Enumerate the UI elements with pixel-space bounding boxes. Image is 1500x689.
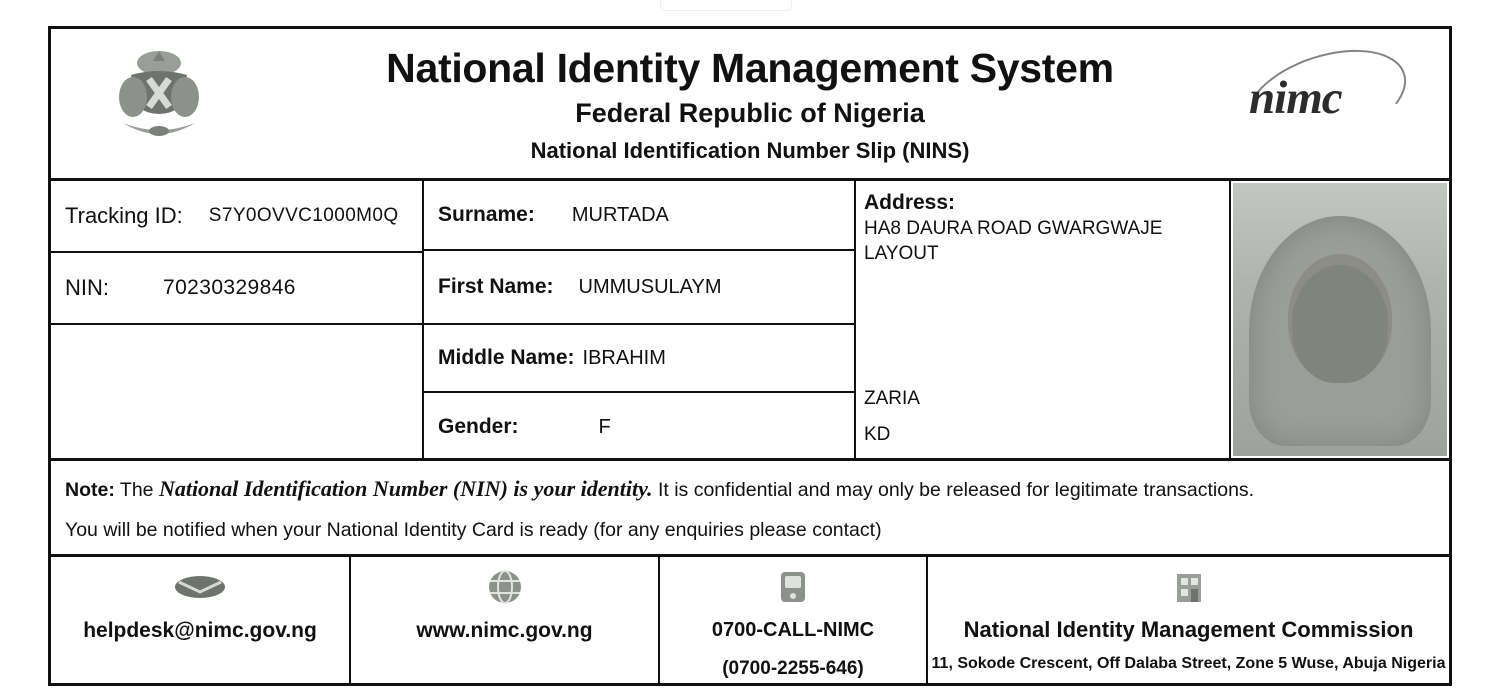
footer-phone-numeric: (0700-2255-646)	[722, 658, 864, 679]
identifier-column	[51, 181, 424, 458]
footer-email-cell[interactable]	[51, 557, 351, 683]
middle-name-row	[424, 325, 854, 393]
nin-row	[51, 253, 422, 325]
address-label: Address:	[864, 191, 956, 214]
photo-cell	[1231, 181, 1449, 458]
nin-label: NIN:	[65, 275, 109, 300]
slip-header	[51, 29, 1449, 181]
surname-label: Surname:	[438, 203, 535, 226]
address-column	[856, 181, 1231, 458]
contact-footer	[51, 557, 1449, 683]
middle-name-label: Middle Name:	[438, 346, 575, 369]
avatar	[1233, 183, 1447, 456]
slip-type-title: National Identification Number Slip (NINS)	[530, 138, 970, 164]
note-line-2: You will be notified when your National Identity Card is ready (for any enquiries please contact)	[65, 518, 882, 541]
first-name-label: First Name:	[438, 275, 554, 298]
note-text-before: The	[119, 479, 154, 501]
address-city: ZARIA	[864, 388, 920, 409]
address-state: KD	[864, 424, 891, 445]
note-section	[51, 461, 1449, 557]
coat-of-arms-icon	[109, 45, 209, 149]
footer-phone-cell[interactable]	[660, 557, 928, 683]
address-line-1: HA8 DAURA ROAD GWARGWAJE LAYOUT	[864, 218, 1163, 264]
surname-row	[424, 181, 854, 251]
note-text-after: It is confidential and may only be released for legitimate transactions.	[657, 479, 1255, 501]
scan-artifact	[660, 0, 792, 11]
footer-phone-text: 0700-CALL-NIMC	[711, 619, 875, 641]
footer-organisation-name: National Identity Management Commission	[963, 617, 1414, 642]
footer-organisation-cell	[928, 557, 1449, 683]
footer-organisation-address: 11, Sokode Crescent, Off Dalaba Street, Zone 5 Wuse, Abuja Nigeria	[931, 655, 1446, 672]
gender-value: F	[598, 415, 611, 438]
nimc-logo-text: nimc	[1249, 72, 1342, 124]
details-section	[51, 181, 1449, 461]
first-name-value: UMMUSULAYM	[578, 275, 722, 298]
building-icon	[928, 565, 1449, 609]
footer-website-cell[interactable]	[351, 557, 660, 683]
tracking-id-label: Tracking ID:	[65, 203, 183, 228]
empty-cell	[51, 325, 422, 459]
envelope-icon	[51, 565, 349, 609]
nin-slip-document	[48, 26, 1452, 686]
note-emphasis: National Identification Number (NIN) is your identity.	[158, 476, 653, 501]
globe-icon	[351, 565, 658, 609]
name-column	[424, 181, 856, 458]
nin-value: 70230329846	[163, 276, 296, 299]
surname-value: MURTADA	[571, 203, 669, 226]
middle-name-value: IBRAHIM	[582, 346, 666, 369]
note-label: Note:	[65, 479, 115, 501]
first-name-row	[424, 251, 854, 325]
footer-email-text: helpdesk@nimc.gov.ng	[83, 619, 317, 642]
nimc-logo-icon	[1239, 47, 1409, 147]
gender-label: Gender:	[438, 415, 519, 438]
tracking-id-row	[51, 181, 422, 253]
country-subtitle: Federal Republic of Nigeria	[575, 98, 925, 129]
tracking-id-value: S7Y0OVVC1000M0Q	[208, 205, 399, 226]
gender-row	[424, 393, 854, 461]
telephone-icon	[660, 565, 926, 609]
footer-website-text: www.nimc.gov.ng	[416, 619, 593, 642]
page-title: National Identity Management System	[386, 45, 1114, 91]
